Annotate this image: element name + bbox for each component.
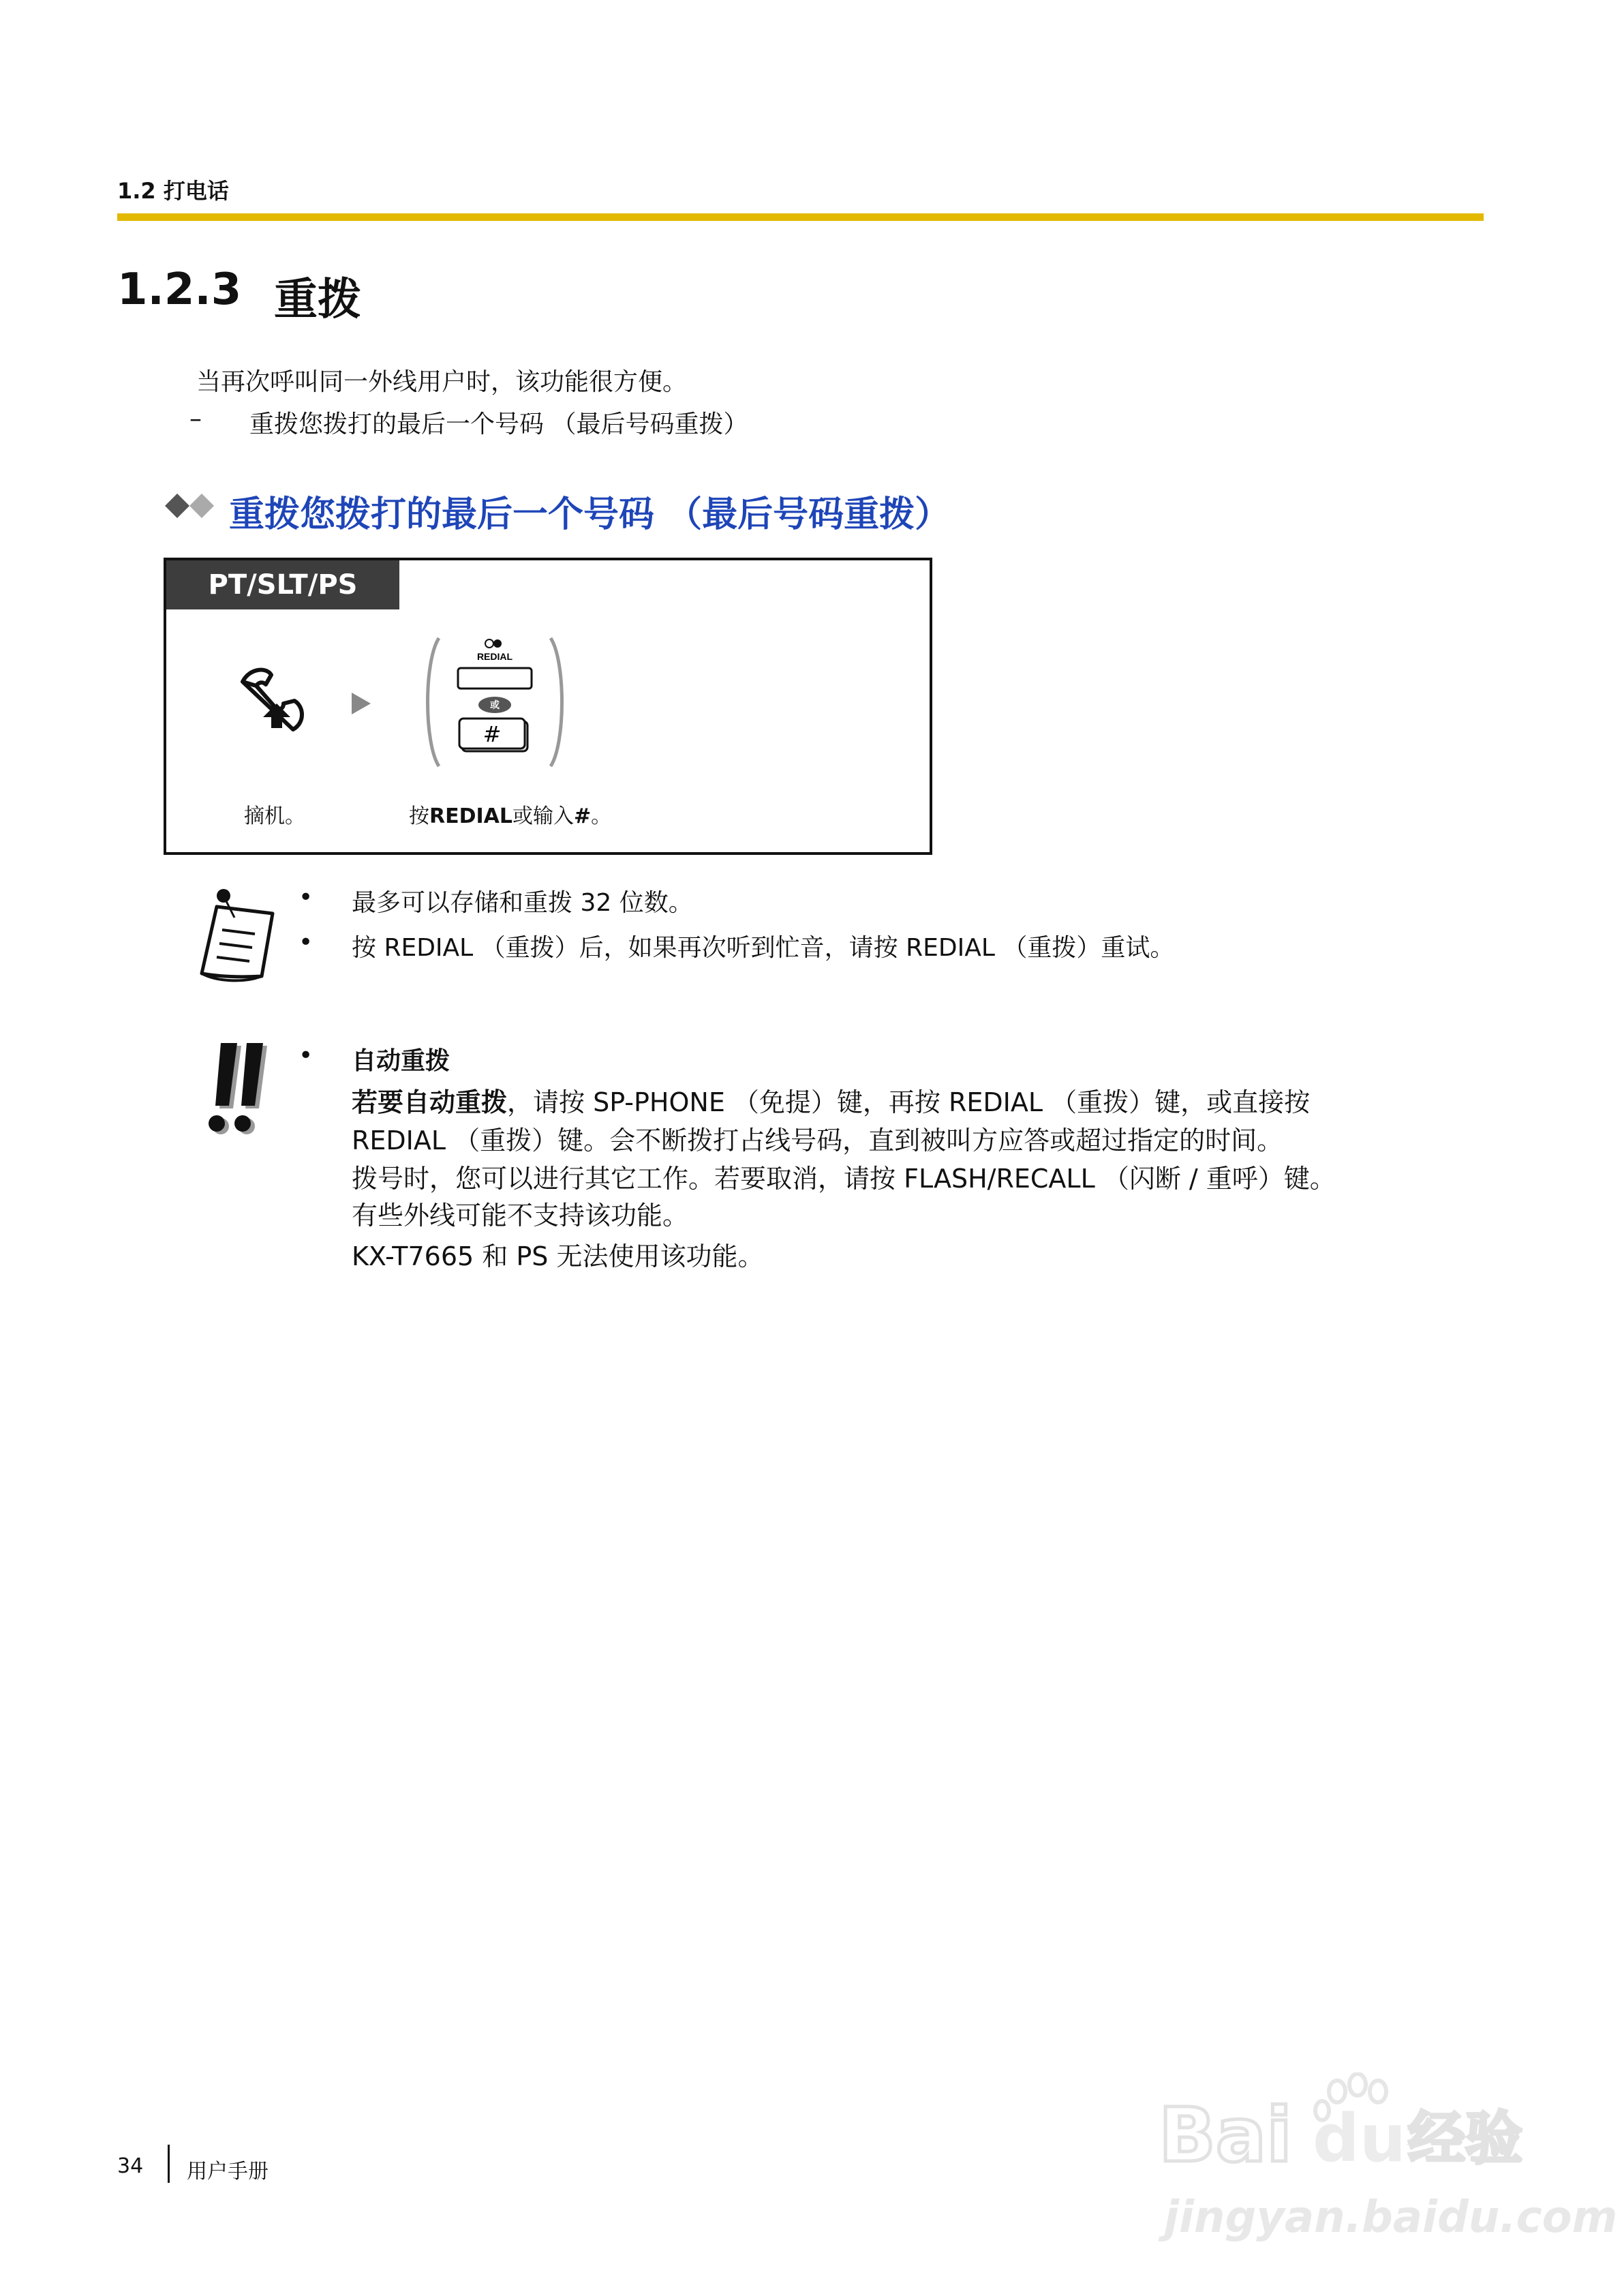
warning-line-5: KX-T7665 和 PS 无法使用该功能。 [352, 1241, 764, 1271]
subsection-title: 重拨您拨打的最后一个号码 （最后号码重拨） [229, 494, 951, 535]
warning-line-3: 拨号时，您可以进行其它工作。若要取消，请按 FLASH/RECALL （闪断 / 重呼）键。 [352, 1164, 1336, 1194]
step2-caption: 按REDIAL或输入#。 [409, 804, 612, 828]
page-number: 34 [117, 2154, 144, 2178]
footer-divider [168, 2145, 170, 2183]
intro-item: 重拨您拨打的最后一个号码 （最后号码重拨） [249, 410, 748, 438]
baidu-watermark-logo [1159, 2072, 1540, 2168]
redial-key-label: REDIAL [476, 651, 513, 662]
warning-bullet: • [299, 1042, 313, 1070]
next-step-arrow-icon [349, 691, 373, 716]
svg-text:Bai: Bai [1159, 2091, 1292, 2168]
running-header: 1.2 打电话 [117, 178, 229, 204]
section-number: 1.2.3 [117, 265, 242, 315]
warning-exclamation-icon [202, 1043, 277, 1138]
warning-line-2: REDIAL （重拨）键。会不断拨打占线号码，直到被叫方应答或超过指定的时间。 [352, 1126, 1283, 1155]
intro-dash: – [189, 405, 202, 433]
warning-line-1: 若要自动重拨，请按 SP-PHONE （免提）键，再按 REDIAL （重拨）键，或直接按 [352, 1087, 1311, 1117]
warning-heading: 自动重拨 [352, 1047, 450, 1075]
warning-line-4: 有些外线可能不支持该功能。 [352, 1200, 689, 1230]
header-rule [117, 213, 1484, 221]
redial-or-hash-keypad [420, 634, 570, 770]
watermark-url: jingyan.baidu.com [1164, 2192, 1618, 2243]
note-item-2: 按 REDIAL （重拨）后，如果再次听到忙音，请按 REDIAL （重拨）重试。 [352, 934, 1175, 962]
step1-caption: 摘机。 [244, 804, 305, 828]
svg-text:经验: 经验 [1408, 2105, 1523, 2168]
note-bullet-1: • [299, 883, 313, 911]
note-item-1: 最多可以存储和重拨 32 位数。 [352, 889, 693, 917]
section-title: 重拨 [274, 275, 361, 325]
hash-key-label: # [483, 721, 502, 747]
handset-off-hook-icon [229, 661, 324, 743]
diamond-bullet-icon [164, 492, 221, 519]
svg-text:du: du [1313, 2100, 1407, 2168]
or-label: 或 [490, 700, 500, 711]
memo-note-icon [196, 886, 285, 988]
device-tab: PT/SLT/PS [166, 560, 399, 609]
intro-text: 当再次呼叫同一外线用户时，该功能很方便。 [196, 368, 688, 396]
note-bullet-2: • [299, 928, 313, 956]
footer-label: 用户手册 [187, 2160, 269, 2184]
